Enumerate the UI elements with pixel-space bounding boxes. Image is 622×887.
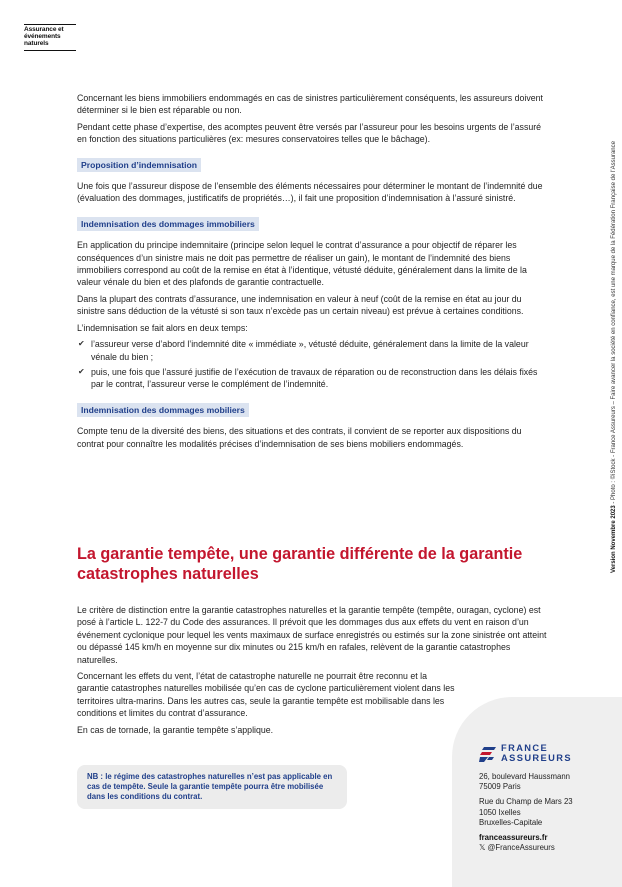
- section-heading-immobiliers: Indemnisation des dommages immobiliers: [77, 217, 259, 231]
- nb-label: NB :: [87, 772, 104, 781]
- address-line: Rue du Champ de Mars 23: [479, 797, 573, 807]
- brussels-address: [479, 797, 619, 828]
- immobiliers-paragraph-1: En application du principe indemnitaire (principe selon lequel le contrat d’assurance a pour objectif de réparer les conséquences d’un sinistre mais ne doit pas permettre de réaliser un gain), le montant de l’indemnité des biens immobiliers correspond au coût de la remise en état à l’identique, vétusté déduite, généralement dans la limite de la valeur vénale du bien et des plafonds de garantie contractuelle.: [77, 240, 527, 288]
- section-heading-proposition: Proposition d’indemnisation: [77, 158, 201, 172]
- immobiliers-paragraph-3: L’indemnisation se fait alors en deux temps:: [77, 322, 248, 333]
- immobiliers-paragraph-2: Dans la plupart des contrats d’assurance, une indemnisation en valeur à neuf (coût de la remise en état au jour du sinistre sans déduction de la vétusté si son taux n’excède pas un certain niveau) est prévue à certaines conditions.: [77, 293, 524, 317]
- list-item-text: l’assureur verse d’abord l’indemnité dite « immédiate », vétusté déduite, généralement dans la limite de la valeur vénale du bien ;: [91, 339, 529, 362]
- intro-content: [77, 92, 549, 454]
- website-link[interactable]: franceassureurs.fr: [479, 833, 548, 843]
- version-label: Version Novembre 2023: [611, 505, 617, 573]
- tempete-paragraph-3: En cas de tornade, la garantie tempête s’applique.: [77, 724, 274, 735]
- logo-line-2: ASSUREURS: [501, 752, 572, 763]
- x-icon: 𝕏: [479, 843, 486, 853]
- paris-address: [479, 772, 619, 792]
- credits-text: - Photo : ©iStock - France Assureurs – Faire avancer la société en confiance, est une marque de la Fédération Française de l’Assurance: [611, 141, 617, 506]
- proposition-paragraph: Une fois que l’assureur dispose de l’ensemble des éléments nécessaires pour déterminer le montant de l’indemnité due (évaluation des dommages, justificatifs de propriétés…), il fait une proposition d’indemnisation à l’assuré sinistré.: [77, 181, 543, 204]
- tempete-paragraph-1: Le critère de distinction entre la garantie catastrophes naturelles et la garantie tempête (tempête, ouragan, cyclone) est posé à l’article L. 122-7 du Code des assurances. Il prévoit que les dommages dus aux effets du vent en raison d’un événement cyclonique pour lequel les vents maximaux de surface enregistrés ou estimés sur la zone sinistrée ont atteint ou dépassé 145 km/h en moyenne sur dix minutes ou 215 km/h en rafales, relèvent de la garantie catastrophes naturelles.: [77, 605, 547, 665]
- section-heading-mobiliers: Indemnisation des dommages mobiliers: [77, 403, 249, 417]
- vertical-credits-text: [611, 141, 617, 573]
- document-category-label: Assurance et événements naturels: [24, 24, 76, 51]
- logo-line-1: FRANCE: [501, 743, 549, 753]
- page-title: La garantie tempête, une garantie différente de la garantie catastrophes naturelles: [77, 545, 523, 583]
- list-item-text: puis, une fois que l’assuré justifie de l’exécution de travaux de réparation ou de reconstruction dans les délais fixés par le contrat, l’assureur verse le complément de l’indemnité.: [91, 366, 538, 390]
- twitter-handle: @FranceAssureurs: [487, 843, 555, 853]
- mobiliers-paragraph: Compte tenu de la diversité des biens, des situations et des contrats, il convient de se reporter aux dispositions du contrat pour connaître les modalités précises d’indemnisation de ses biens mobiliers endommagés.: [77, 426, 522, 449]
- tempete-paragraph-2: Concernant les effets du vent, l’état de catastrophe naturelle ne pourrait être reconnu et la garantie catastrophes naturelles mobilisée qu’en cas de cyclone particulièrement violent dans les territoires ultra-marins. Dans les autres cas, seule la garantie tempête est mobilisable dans les conditions et limites du contrat d’assurance.: [77, 671, 455, 719]
- nb-callout: [77, 765, 347, 809]
- address-line: 75009 Paris: [479, 782, 521, 792]
- france-assureurs-logo: [479, 744, 572, 763]
- vertical-credits: [610, 92, 618, 622]
- checkmark-icon: ✔: [78, 366, 85, 376]
- address-line: 26, boulevard Haussmann: [479, 772, 571, 781]
- checkmark-icon: ✔: [78, 339, 85, 349]
- twitter-link[interactable]: [479, 843, 619, 853]
- logo-wordmark: [501, 744, 572, 763]
- nb-text: le régime des catastrophes naturelles n’est pas applicable en cas de tempête. Seule la garantie tempête pourra être mobilisée dans les conditions du contrat.: [87, 772, 333, 801]
- intro-paragraph-2: Pendant cette phase d’expertise, des acomptes peuvent être versés par l’assureur pour les besoins urgents de l’assuré en fonction des situations particulières (ex: mesures conservatoires telles que le bâchage).: [77, 121, 542, 145]
- address-line: Bruxelles-Capitale: [479, 817, 543, 827]
- intro-paragraph-1: Concernant les biens immobiliers endommagés en cas de sinistres particulièrement conséquents, les assureurs doivent déterminer si le bien est réparable ou non.: [77, 93, 543, 116]
- list-item: [77, 338, 549, 363]
- address-line: 1050 Ixelles: [479, 807, 521, 817]
- list-item: [77, 366, 549, 391]
- france-assureurs-logo-icon: [479, 745, 497, 763]
- indemnisation-steps-list: [77, 338, 549, 391]
- footer-contact: [479, 772, 619, 853]
